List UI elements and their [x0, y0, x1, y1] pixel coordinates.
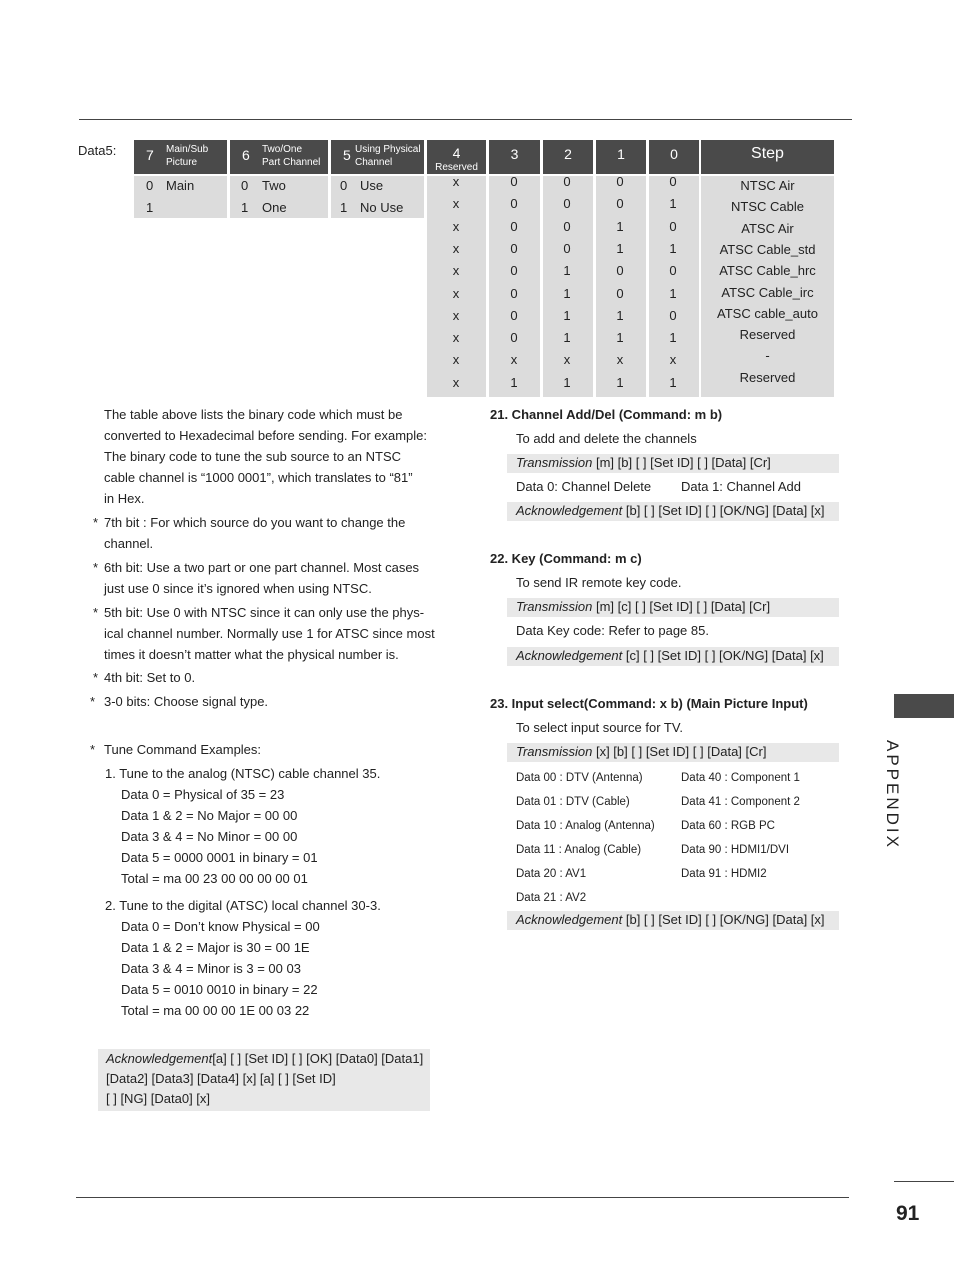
bit-cell: x	[452, 307, 460, 323]
bit-cell: 1	[616, 374, 624, 390]
bit-cell: x	[452, 218, 460, 234]
section-23-right-items	[681, 766, 800, 886]
bit-cell: 0	[563, 174, 571, 189]
header-bit1: 1	[596, 140, 646, 174]
bullet-6th-bit: * 6th bit: Use a two part or one part channel. Most cases just use 0 since it’s ignored when using NTSC.	[93, 560, 420, 596]
bit-cell: 0	[510, 307, 518, 323]
section-21-data1: Data 1: Channel Add	[681, 479, 801, 494]
step-cell: ATSC Cable_irc	[721, 284, 814, 300]
bit6-row0-value: Two	[262, 178, 286, 193]
bit-cell: 0	[510, 218, 518, 234]
bit-cell: 0	[669, 218, 677, 234]
bit-cell: x	[563, 352, 571, 368]
bit-cell: 1	[563, 263, 571, 279]
list-item: Data 01 : DTV (Cable)	[516, 796, 630, 808]
bit-cell: 0	[616, 263, 624, 279]
section-23-title: 23. Input select(Command: x b) (Main Picture Input)	[490, 696, 808, 711]
bit-cell: 0	[669, 263, 677, 279]
header-bit5-label: Using Physical Channel	[355, 144, 421, 168]
section-21-data0: Data 0: Channel Delete	[516, 479, 652, 494]
header-bit6-num: 6	[242, 147, 250, 163]
intro-paragraph: The table above lists the binary code which must be converted to Hexadecimal before sending. For example: The binary code to tune the sub source to an NTSC cable channel is “1000 0001”, which translates to “81” in Hex.	[104, 407, 428, 506]
header-bit7-label: Main/Sub Picture	[166, 144, 209, 168]
header-bit3: 3	[489, 140, 540, 174]
bit-cell: 0	[616, 174, 624, 189]
bit-cell: x	[452, 374, 460, 390]
header-bit6	[230, 140, 328, 174]
section-23-desc: To select input source for TV.	[516, 720, 683, 735]
bit5-row0-code: 0	[340, 178, 348, 193]
bottom-rule	[76, 1197, 849, 1198]
section-22-data: Data Key code: Refer to page 85.	[516, 623, 709, 638]
top-rule	[79, 119, 852, 120]
list-item: Data 91 : HDMI2	[681, 868, 767, 880]
section-21-transmission: Transmission [m] [b] [ ] [Set ID] [ ] [Data] [Cr]	[516, 455, 771, 470]
bit-cell: x	[452, 330, 460, 346]
bit-cell: 0	[563, 196, 571, 212]
bit-cell: x	[452, 352, 460, 368]
page-number: 91	[896, 1202, 920, 1225]
section-23-left-items	[516, 766, 655, 910]
step-cell: NTSC Air	[740, 178, 795, 193]
bit-cell: 1	[669, 196, 677, 212]
example-1: 1. Tune to the analog (NTSC) cable channel 35. Data 0 = Physical of 35 = 23 Data 1 & 2 = No Major = 00 00 Data 3 & 4 = No Minor = 00 00 Data 5 = 0000 0001 in binary = 01 Total = ma 00 23 00 00 00 00 01	[105, 766, 381, 886]
example-2: 2. Tune to the digital (ATSC) local channel 30-3. Data 0 = Don’t know Physical = 00 Data 1 & 2 = Major is 30 = 00 1E Data 3 & 4 = Minor is 3 = 00 03 Data 5 = 0010 0010 in binary = 22 Total = ma 00 00 00 1E 00 03 22	[105, 898, 381, 1018]
step-cell: -	[765, 348, 770, 364]
bit-cell: 0	[510, 240, 518, 256]
list-item: Data 20 : AV1	[516, 868, 587, 880]
list-item: Data 21 : AV2	[516, 892, 587, 904]
bit-cell: 1	[563, 285, 571, 301]
appendix-side-label: APPENDIX	[883, 740, 902, 850]
bit-cell: 0	[510, 330, 518, 346]
step-cell: ATSC Cable_hrc	[719, 263, 816, 279]
tune-heading: * Tune Command Examples:	[90, 742, 262, 757]
bit-cell: x	[616, 352, 624, 368]
section-22-ack: Acknowledgement [c] [ ] [Set ID] [ ] [OK/NG] [Data] [x]	[516, 648, 824, 663]
list-item: Data 41 : Component 2	[681, 796, 800, 808]
bit-cell: x	[452, 285, 460, 301]
acknowledgement-text: Acknowledgement[a] [ ] [Set ID] [ ] [OK] [Data0] [Data1] [Data2] [Data3] [Data4] [x] [a] [ ] [Set ID] [ ] [NG] [Data0] [x]	[106, 1051, 424, 1106]
bit-cell: 1	[669, 374, 677, 390]
header-step: Step	[701, 140, 834, 174]
list-item: Data 90 : HDMI1/DVI	[681, 844, 790, 856]
bit-cell: 0	[616, 196, 624, 212]
bit-cell: 1	[563, 330, 571, 346]
bit-cell: 1	[616, 218, 624, 234]
bit6-row0-code: 0	[241, 178, 249, 193]
header-bit5-num: 5	[343, 147, 351, 163]
bit7-row0-code: 0	[146, 178, 154, 193]
section-23-transmission: Transmission [x] [b] [ ] [Set ID] [ ] [Data] [Cr]	[516, 744, 767, 759]
list-item: Data 10 : Analog (Antenna)	[516, 820, 655, 832]
bit-cell: 1	[510, 374, 518, 390]
step-cell: ATSC cable_auto	[717, 305, 818, 321]
bit-cell: 0	[669, 174, 677, 189]
list-item: Data 00 : DTV (Antenna)	[516, 772, 643, 784]
header-bit6-label: Two/One Part Channel	[262, 144, 321, 168]
section-21-title: 21. Channel Add/Del (Command: m b)	[490, 407, 723, 422]
bit-cell: 1	[616, 330, 624, 346]
page-number-rule	[894, 1181, 954, 1182]
bit5-row0-value: Use	[360, 178, 384, 193]
bit7-row0-value: Main	[166, 178, 195, 193]
step-cell: NTSC Cable	[731, 199, 804, 215]
bit-cell: 0	[510, 263, 518, 279]
bit-cell: 0	[510, 285, 518, 301]
bit6-row1-value: One	[262, 200, 287, 215]
bit-cell: 1	[616, 240, 624, 256]
bit-cell: 1	[669, 285, 677, 301]
data5-label: Data5:	[78, 143, 117, 158]
bit-cell: 0	[510, 174, 518, 189]
header-bit4: 4 Reserved	[427, 140, 486, 174]
step-cell: ATSC Air	[741, 220, 794, 236]
step-cell: ATSC Cable_std	[719, 241, 816, 257]
bit-cell: 1	[669, 240, 677, 256]
section-22-title: 22. Key (Command: m c)	[490, 551, 642, 566]
section-22-transmission: Transmission [m] [c] [ ] [Set ID] [ ] [Data] [Cr]	[516, 599, 771, 614]
bit-cell: 0	[669, 307, 677, 323]
bit-cell: 0	[616, 285, 624, 301]
section-21-ack: Acknowledgement [b] [ ] [Set ID] [ ] [OK/NG] [Data] [x]	[516, 503, 825, 518]
list-item: Data 40 : Component 1	[681, 772, 800, 784]
section-21-desc: To add and delete the channels	[516, 431, 697, 446]
header-bit7	[134, 140, 227, 174]
bit-cell: x	[452, 174, 460, 189]
bit-cell: 1	[669, 330, 677, 346]
step-cell: Reserved	[739, 369, 796, 385]
appendix-tab-marker	[894, 694, 954, 718]
bit-cell: x	[510, 352, 518, 368]
bit5-row1-code: 1	[340, 200, 348, 215]
header-bit0: 0	[649, 140, 699, 174]
header-bit5	[331, 140, 424, 174]
bullet-5th-bit: * 5th bit: Use 0 with NTSC since it can only use the phys- ical channel number. Normally use 1 for ATSC since most times it doesn’t matter what the physical number is.	[93, 605, 435, 662]
bit-cell: 0	[510, 196, 518, 212]
bit5-row1-value: No Use	[360, 200, 404, 215]
section-23-ack: Acknowledgement [b] [ ] [Set ID] [ ] [OK/NG] [Data] [x]	[516, 912, 825, 927]
section-22-desc: To send IR remote key code.	[516, 575, 682, 590]
bit-cell: x	[452, 263, 460, 279]
bit6-row1-code: 1	[241, 200, 249, 215]
bit-cell: 0	[563, 240, 571, 256]
bit-cell: 1	[616, 307, 624, 323]
bit-cell: 1	[563, 307, 571, 323]
header-bit2: 2	[543, 140, 593, 174]
bullet-7th-bit: * 7th bit : For which source do you want to change the channel.	[93, 515, 406, 551]
bit-cell: x	[452, 196, 460, 212]
bit-cell: 0	[563, 218, 571, 234]
bit7-row1-code: 1	[146, 200, 154, 215]
bit-cell: 1	[563, 374, 571, 390]
step-cell: Reserved	[739, 327, 796, 343]
list-item: Data 60 : RGB PC	[681, 820, 775, 832]
bit-cell: x	[452, 240, 460, 256]
list-item: Data 11 : Analog (Cable)	[516, 844, 642, 856]
bullet-3-0-bits: * 3-0 bits: Choose signal type.	[90, 694, 269, 709]
bullet-4th-bit: * 4th bit: Set to 0.	[93, 670, 196, 685]
bit-cell: x	[669, 352, 677, 368]
header-bit7-num: 7	[146, 147, 154, 163]
header-bit4-sub: Reserved	[435, 162, 478, 173]
